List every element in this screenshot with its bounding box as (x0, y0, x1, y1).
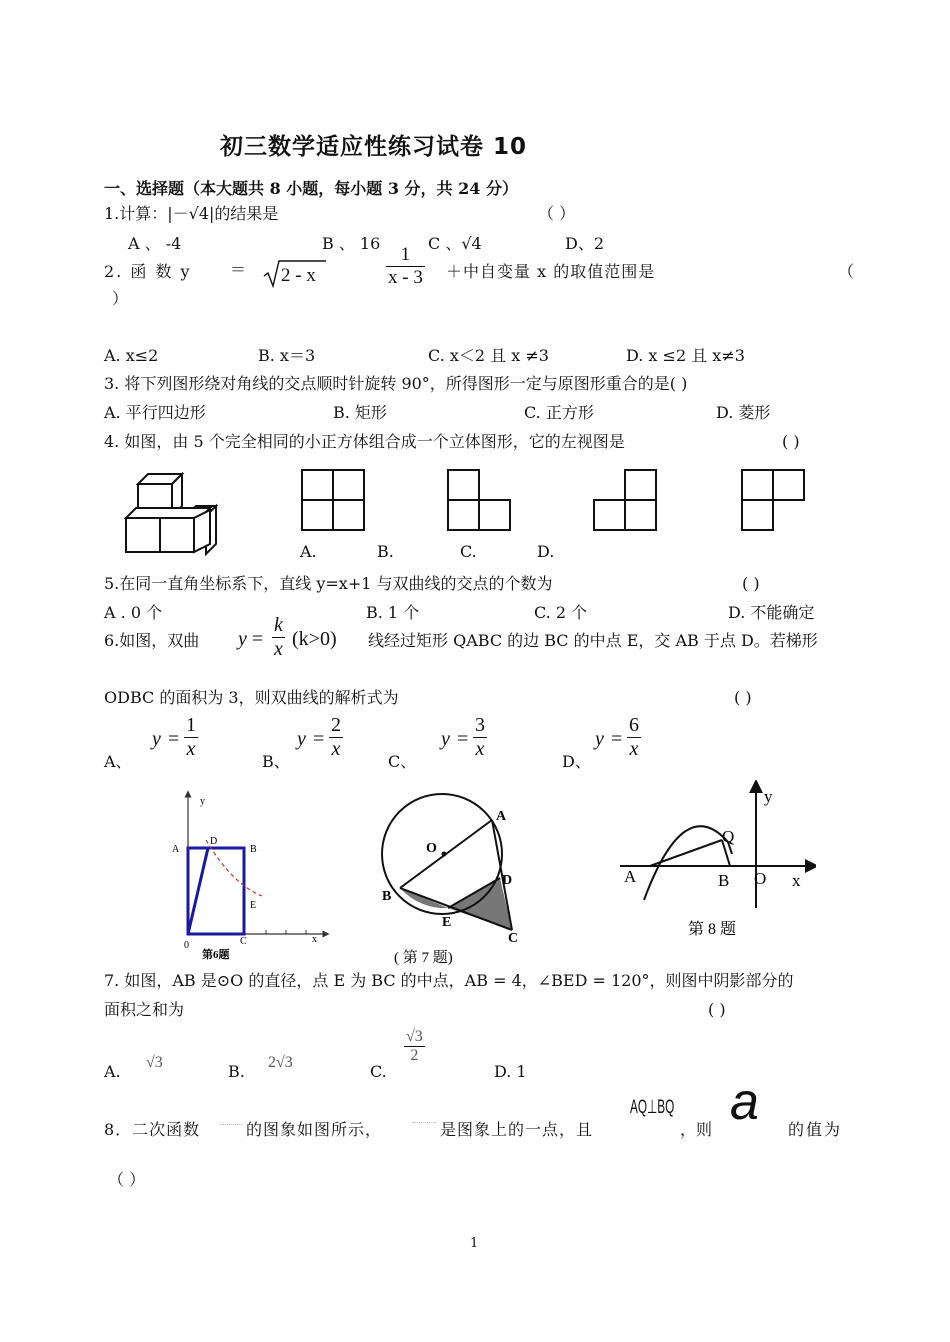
q4-label-b: B. (377, 542, 394, 561)
fig6-label-b: B (250, 844, 257, 855)
q4-answer-paren: ( ) (782, 432, 800, 451)
page-title: 初三数学适应性练习试卷 10 (220, 134, 528, 160)
fig6-label-d: D (210, 836, 218, 847)
fig6-label-o: 0 (184, 940, 189, 951)
fig7-label-d: D (502, 873, 513, 888)
fig6-label-a: A (172, 844, 180, 855)
q4-label-c: C. (460, 542, 477, 561)
q6-option-b-y: y (297, 728, 306, 750)
q2-fraction (386, 244, 425, 289)
q6-formula-eq: = (251, 628, 264, 650)
q6-option-b-eq: = (313, 728, 325, 750)
q7-option-b-value: 2√3 (268, 1054, 293, 1071)
q1-option-c: C 、√4 (428, 234, 482, 253)
q6-option-d-num: 6 (629, 714, 639, 736)
fig7-label-b: B (382, 889, 392, 904)
q1-option-a: A 、 -4 (128, 234, 182, 253)
fig8-label-x: x (792, 871, 801, 890)
fig7-caption: ( 第 7 题) (394, 950, 453, 966)
q2-sqrt-body: 2 - x (281, 265, 316, 286)
q6-option-a-den: x (184, 737, 198, 761)
q7-answer-paren: ( ) (708, 1000, 726, 1019)
q8-mid: 的图象如图所示， (246, 1120, 383, 1139)
q2-option-a: A. x≤2 (104, 346, 159, 365)
page-number: 1 (470, 1236, 479, 1251)
figure-7 (372, 784, 532, 968)
q6-option-c-label: C、 (388, 752, 417, 771)
q3-option-d: D. 菱形 (716, 403, 771, 422)
fig6-label-c: C (240, 936, 247, 947)
q7-option-c: C. (370, 1062, 387, 1081)
q8-suffix: 的值为 (788, 1120, 843, 1139)
fig6-label-x: x (312, 934, 317, 945)
q8-answer-paren: （ ） (108, 1170, 146, 1189)
q7-stem: 7. 如图，AB 是⊙O 的直径，点 E 为 BC 的中点，AB = 4，∠BED = 120°，则图中阴影部分的 (104, 971, 794, 990)
q7-option-c-fraction (404, 1028, 425, 1065)
fig6-label-y: y (200, 796, 205, 807)
q6-option-b-label: B、 (262, 752, 290, 771)
q6-formula-y: y (238, 628, 247, 650)
q3-option-c: C. 正方形 (524, 403, 594, 422)
fig7-center-dot (442, 852, 447, 857)
fig8-label-b: B (718, 871, 730, 890)
q1-answer-paren: （ ） (538, 204, 576, 223)
q4-option-b-grid (446, 468, 512, 532)
q3-stem: 3. 将下列图形绕对角线的交点顺时针旋转 90°，所得图形一定与原图形重合的是( ) (104, 374, 688, 393)
fig6-rectangle (188, 848, 244, 934)
q5-option-d: D. 不能确定 (728, 603, 815, 622)
q4-label-d: D. (537, 542, 555, 561)
fig8-label-y: y (764, 787, 773, 806)
q8-variable-a: a (730, 1073, 759, 1131)
q6-prefix: 6.如图，双曲 (104, 631, 200, 650)
q1-option-d: D、2 (565, 234, 605, 253)
q7-option-c-den: 2 (404, 1046, 425, 1065)
section-heading: 一、选择题（本大题共 8 小题，每小题 3 分，共 24 分） (104, 179, 518, 198)
q6-option-d-fraction (627, 714, 641, 761)
q6-option-a-y: y (152, 728, 161, 750)
q3-option-a: A. 平行四边形 (104, 403, 206, 422)
q8-comma: ，则 (680, 1120, 713, 1139)
q5-option-c: C. 2 个 (534, 603, 588, 622)
q5-option-a: A . 0 个 (104, 603, 163, 622)
q4-cube-solid-figure (120, 470, 220, 558)
q6-line2: ODBC 的面积为 3，则双曲线的解析式为 (104, 688, 399, 707)
q6-option-a-num: 1 (186, 714, 196, 736)
q6-option-a-label: A、 (104, 752, 132, 771)
q6-formula-num: k (274, 614, 283, 636)
fig8-label-o: O (754, 869, 767, 888)
q4-stem: 4. 如图，由 5 个完全相同的小正方体组合成一个立体图形，它的左视图是 (104, 432, 625, 451)
q7-option-b: B. (228, 1062, 245, 1081)
q4-label-a: A. (300, 542, 317, 561)
q2-fraction-num: 1 (400, 244, 411, 265)
q5-stem: 5.在同一直角坐标系下，直线 y=x+1 与双曲线的交点的个数为 (104, 574, 553, 593)
fig7-label-c: C (508, 931, 519, 946)
q2-prefix: 2. 函 数 y (104, 262, 192, 281)
q4-option-a-grid (300, 468, 366, 532)
fig6-caption: 第6题 (202, 949, 230, 961)
q5-option-b: B. 1 个 (366, 603, 420, 622)
fig8-line-aq (650, 840, 722, 866)
q6-option-b-fraction (329, 714, 343, 761)
q6-option-d-den: x (627, 737, 641, 761)
q6-option-d-label: D、 (562, 752, 591, 771)
q6-formula-cond: (k>0) (292, 628, 337, 650)
q6-option-c-den: x (473, 737, 487, 761)
q2-option-b: B. x＝3 (258, 346, 316, 365)
q6-answer-paren: ( ) (734, 688, 752, 707)
q6-option-b-num: 2 (331, 714, 341, 736)
q7-option-a: A. (104, 1062, 121, 1081)
q6-option-d-eq: = (611, 728, 623, 750)
q1-option-b: B 、 16 (322, 234, 381, 253)
fig7-label-o: O (426, 841, 437, 856)
q4-option-d-grid (740, 468, 806, 532)
fig6-label-e: E (250, 900, 257, 911)
q6-option-b-den: x (329, 737, 343, 761)
fig7-label-a: A (496, 809, 507, 824)
q2-paren-close: ） (112, 289, 129, 308)
q2-fraction-den: x - 3 (388, 267, 423, 288)
q8-prefix: 8．二次函数 (104, 1120, 201, 1139)
q7-option-a-value: √3 (146, 1054, 163, 1071)
q6-option-c-num: 3 (475, 714, 485, 736)
q5-answer-paren: ( ) (742, 574, 760, 593)
q3-option-b: B. 矩形 (333, 403, 387, 422)
q7-option-d: D. 1 (494, 1062, 527, 1081)
q2-paren-open: （ (838, 262, 855, 281)
q2-equals: ＝ (230, 260, 247, 279)
q2-option-c: C. x＜2 且 x ≠3 (428, 346, 549, 365)
figure-8 (616, 780, 816, 944)
q2-option-d: D. x ≤2 且 x≠3 (626, 346, 745, 365)
q6-option-c-eq: = (457, 728, 469, 750)
q6-formula-den: x (274, 638, 283, 660)
q8-formula-placeholder (220, 1116, 242, 1125)
q6-formula (238, 628, 263, 651)
q4-option-c-grid (592, 468, 658, 532)
q1-stem: 1.计算：|－√4|的结果是 (104, 204, 279, 223)
q6-option-a-fraction (184, 714, 198, 761)
q2-suffix: ＋中自变量 x 的取值范围是 (446, 262, 656, 281)
figure-6 (166, 788, 338, 964)
q7-line2: 面积之和为 (104, 1000, 185, 1019)
q8-point-placeholder (412, 1114, 436, 1123)
q6-option-c-fraction (473, 714, 487, 761)
q8-perp-formula: AQ⊥BQ (630, 1097, 675, 1118)
q6-suffix: 线经过矩形 QABC 的边 BC 的中点 E，交 AB 于点 D。若梯形 (368, 631, 818, 650)
q6-option-a-eq: = (168, 728, 180, 750)
fig6-od-line (188, 848, 208, 934)
fig8-label-q: Q (722, 827, 735, 846)
fig7-label-e: E (442, 915, 452, 930)
fig8-caption: 第 8 题 (688, 921, 737, 938)
q6-formula-fraction (272, 614, 285, 661)
q6-option-c-y: y (441, 728, 450, 750)
q7-option-c-num: √3 (406, 1028, 423, 1045)
q6-option-d-y: y (595, 728, 604, 750)
fig8-label-a: A (624, 867, 637, 886)
q8-mid2: 是图象上的一点，且 (440, 1120, 594, 1139)
